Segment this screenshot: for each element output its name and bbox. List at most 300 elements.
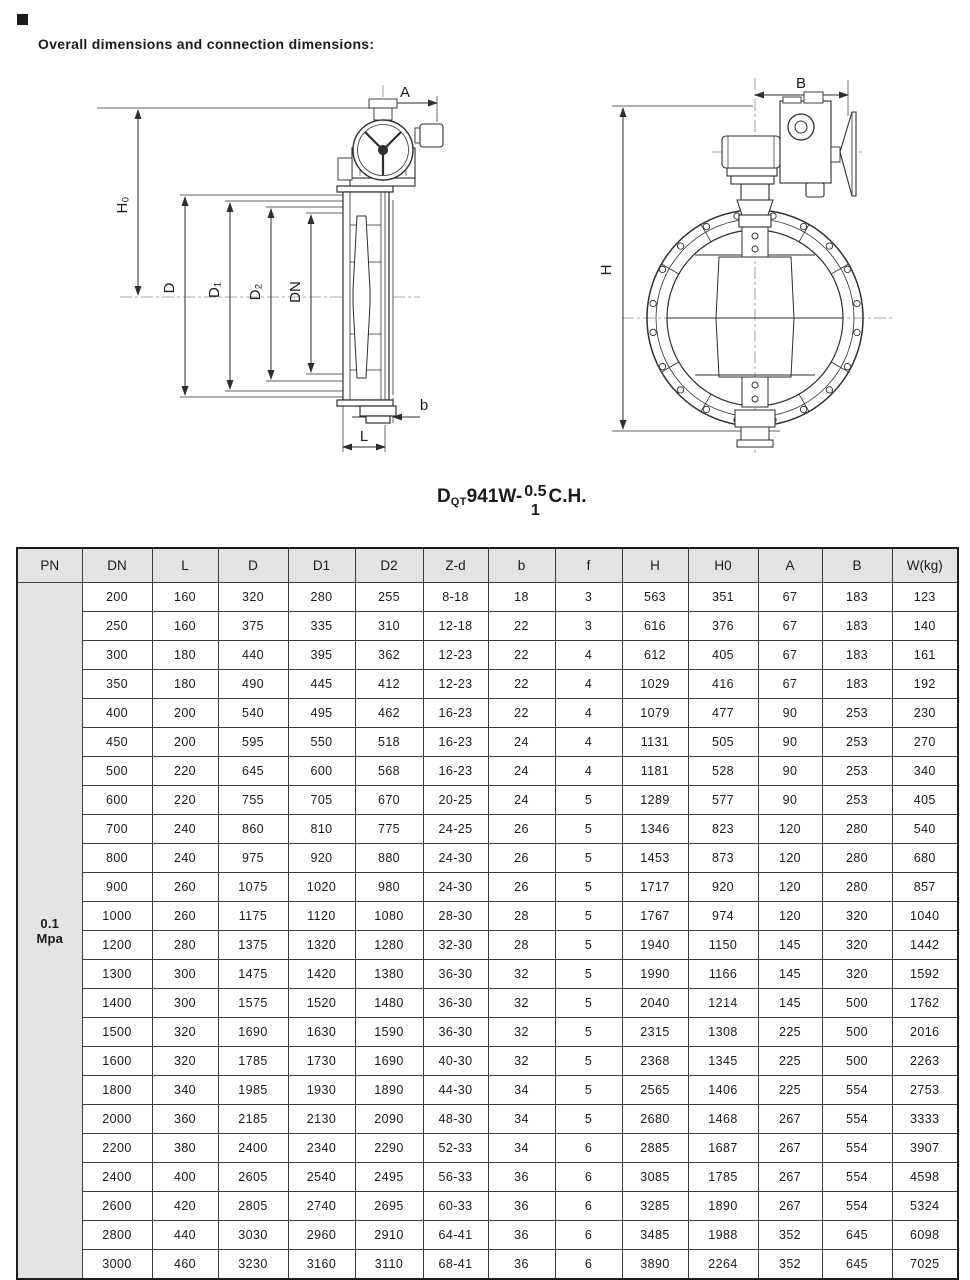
table-cell: 36-30	[423, 989, 488, 1018]
table-row	[17, 1047, 958, 1076]
dim-label-dn: DN	[287, 281, 304, 303]
table-cell: 270	[892, 728, 958, 757]
table-cell: 36	[488, 1192, 555, 1221]
table-cell: 460	[152, 1250, 218, 1280]
dim-label-d1: D₁	[206, 282, 223, 298]
column-header: DN	[82, 548, 152, 583]
table-cell: 2130	[288, 1105, 355, 1134]
table-cell: 1988	[688, 1221, 758, 1250]
table-cell: 1380	[355, 960, 423, 989]
table-cell: 280	[288, 583, 355, 612]
table-cell: 1990	[622, 960, 688, 989]
table-cell: 1131	[622, 728, 688, 757]
table-cell: 160	[152, 583, 218, 612]
table-cell: 1400	[82, 989, 152, 1018]
table-row	[17, 1018, 958, 1047]
table-cell: 1020	[288, 873, 355, 902]
table-row	[17, 612, 958, 641]
table-cell: 1420	[288, 960, 355, 989]
table-cell: 5	[555, 1105, 622, 1134]
table-cell: 28	[488, 902, 555, 931]
table-cell: 2565	[622, 1076, 688, 1105]
table-row	[17, 670, 958, 699]
spec-table-body	[17, 583, 958, 1280]
table-cell: 28	[488, 931, 555, 960]
column-header: W(kg)	[892, 548, 958, 583]
table-cell: 6098	[892, 1221, 958, 1250]
table-cell: 554	[822, 1163, 892, 1192]
dim-label-h: H	[598, 264, 615, 276]
table-cell: 1300	[82, 960, 152, 989]
table-cell: 857	[892, 873, 958, 902]
table-cell: 375	[218, 612, 288, 641]
table-cell: 2495	[355, 1163, 423, 1192]
column-header: B	[822, 548, 892, 583]
table-cell: 48-30	[423, 1105, 488, 1134]
table-cell: 5	[555, 1076, 622, 1105]
table-cell: 1406	[688, 1076, 758, 1105]
table-cell: 5	[555, 902, 622, 931]
header-row	[17, 548, 958, 583]
table-cell: 528	[688, 757, 758, 786]
table-cell: 200	[152, 699, 218, 728]
table-cell: 34	[488, 1105, 555, 1134]
dim-label-a: A	[399, 84, 411, 101]
table-cell: 5	[555, 844, 622, 873]
table-cell: 22	[488, 699, 555, 728]
table-cell: 320	[218, 583, 288, 612]
table-cell: 60-33	[423, 1192, 488, 1221]
table-cell: 300	[152, 960, 218, 989]
table-cell: 36	[488, 1250, 555, 1280]
column-header: f	[555, 548, 622, 583]
table-cell: 26	[488, 873, 555, 902]
table-cell: 24-30	[423, 873, 488, 902]
table-cell: 450	[82, 728, 152, 757]
table-cell: 36	[488, 1163, 555, 1192]
table-cell: 320	[822, 931, 892, 960]
table-cell: 645	[218, 757, 288, 786]
table-cell: 1166	[688, 960, 758, 989]
table-cell: 26	[488, 815, 555, 844]
table-cell: 3	[555, 612, 622, 641]
table-cell: 920	[288, 844, 355, 873]
table-cell: 253	[822, 699, 892, 728]
table-cell: 220	[152, 786, 218, 815]
table-cell: 3160	[288, 1250, 355, 1280]
model-prefix-subscript: QT	[450, 496, 467, 508]
table-row	[17, 989, 958, 1018]
table-cell: 4	[555, 699, 622, 728]
table-cell: 440	[218, 641, 288, 670]
table-cell: 3890	[622, 1250, 688, 1280]
table-row	[17, 1221, 958, 1250]
table-cell: 2600	[82, 1192, 152, 1221]
table-cell: 320	[822, 902, 892, 931]
table-cell: 145	[758, 960, 822, 989]
table-cell: 775	[355, 815, 423, 844]
table-cell: 140	[892, 612, 958, 641]
model-suffix: C.H.	[548, 486, 587, 507]
table-cell: 2263	[892, 1047, 958, 1076]
table-cell: 1890	[688, 1192, 758, 1221]
table-row	[17, 931, 958, 960]
table-cell: 230	[892, 699, 958, 728]
table-cell: 2910	[355, 1221, 423, 1250]
table-cell: 2960	[288, 1221, 355, 1250]
table-cell: 1592	[892, 960, 958, 989]
table-cell: 6	[555, 1250, 622, 1280]
table-cell: 1930	[288, 1076, 355, 1105]
table-cell: 4598	[892, 1163, 958, 1192]
table-cell: 120	[758, 902, 822, 931]
table-cell: 2695	[355, 1192, 423, 1221]
table-cell: 280	[822, 815, 892, 844]
table-cell: 180	[152, 670, 218, 699]
table-cell: 32	[488, 960, 555, 989]
table-cell: 540	[892, 815, 958, 844]
table-cell: 90	[758, 757, 822, 786]
table-cell: 320	[822, 960, 892, 989]
table-cell: 600	[82, 786, 152, 815]
table-cell: 975	[218, 844, 288, 873]
table-cell: 3110	[355, 1250, 423, 1280]
table-cell: 120	[758, 844, 822, 873]
table-cell: 1500	[82, 1018, 152, 1047]
table-cell: 1690	[355, 1047, 423, 1076]
table-cell: 1730	[288, 1047, 355, 1076]
table-cell: 267	[758, 1134, 822, 1163]
table-cell: 1475	[218, 960, 288, 989]
table-cell: 1214	[688, 989, 758, 1018]
table-cell: 5	[555, 873, 622, 902]
table-cell: 255	[355, 583, 423, 612]
table-cell: 1375	[218, 931, 288, 960]
table-cell: 873	[688, 844, 758, 873]
table-row	[17, 1134, 958, 1163]
table-cell: 645	[822, 1250, 892, 1280]
table-cell: 220	[152, 757, 218, 786]
table-cell: 5	[555, 1018, 622, 1047]
table-cell: 2016	[892, 1018, 958, 1047]
table-cell: 3000	[82, 1250, 152, 1280]
table-cell: 1175	[218, 902, 288, 931]
table-cell: 225	[758, 1018, 822, 1047]
table-cell: 376	[688, 612, 758, 641]
table-row	[17, 786, 958, 815]
table-cell: 1079	[622, 699, 688, 728]
table-cell: 2540	[288, 1163, 355, 1192]
table-cell: 1890	[355, 1076, 423, 1105]
table-cell: 12-23	[423, 641, 488, 670]
table-cell: 2040	[622, 989, 688, 1018]
table-cell: 161	[892, 641, 958, 670]
table-cell: 360	[152, 1105, 218, 1134]
column-header: H	[622, 548, 688, 583]
dim-label-b: B	[795, 75, 807, 92]
table-cell: 24-25	[423, 815, 488, 844]
table-cell: 2290	[355, 1134, 423, 1163]
table-cell: 1480	[355, 989, 423, 1018]
dim-label-d: D	[161, 282, 178, 294]
table-cell: 240	[152, 815, 218, 844]
table-cell: 3030	[218, 1221, 288, 1250]
table-cell: 335	[288, 612, 355, 641]
table-cell: 395	[288, 641, 355, 670]
table-cell: 2400	[218, 1134, 288, 1163]
table-cell: 253	[822, 786, 892, 815]
table-cell: 24	[488, 728, 555, 757]
table-row	[17, 757, 958, 786]
table-cell: 700	[82, 815, 152, 844]
table-cell: 16-23	[423, 757, 488, 786]
table-cell: 1345	[688, 1047, 758, 1076]
table-cell: 260	[152, 873, 218, 902]
table-cell: 67	[758, 583, 822, 612]
table-cell: 1785	[218, 1047, 288, 1076]
table-cell: 1346	[622, 815, 688, 844]
dim-label-h0: H₀	[114, 196, 131, 214]
table-cell: 1150	[688, 931, 758, 960]
table-cell: 400	[152, 1163, 218, 1192]
model-fraction-top: 0.5	[524, 483, 547, 500]
table-cell: 267	[758, 1192, 822, 1221]
table-cell: 183	[822, 641, 892, 670]
table-cell: 405	[892, 786, 958, 815]
table-cell: 1442	[892, 931, 958, 960]
table-cell: 2000	[82, 1105, 152, 1134]
table-cell: 4	[555, 670, 622, 699]
table-cell: 2264	[688, 1250, 758, 1280]
column-header: PN	[17, 548, 82, 583]
table-cell: 500	[822, 989, 892, 1018]
table-cell: 550	[288, 728, 355, 757]
table-cell: 2200	[82, 1134, 152, 1163]
table-cell: 67	[758, 670, 822, 699]
table-cell: 22	[488, 670, 555, 699]
table-cell: 1040	[892, 902, 958, 931]
page-title: Overall dimensions and connection dimensions:	[38, 36, 375, 52]
table-cell: 4	[555, 757, 622, 786]
table-cell: 3485	[622, 1221, 688, 1250]
table-cell: 2315	[622, 1018, 688, 1047]
table-cell: 67	[758, 612, 822, 641]
table-cell: 1280	[355, 931, 423, 960]
table-cell: 1320	[288, 931, 355, 960]
table-cell: 90	[758, 728, 822, 757]
table-cell: 183	[822, 583, 892, 612]
table-cell: 705	[288, 786, 355, 815]
table-cell: 380	[152, 1134, 218, 1163]
table-cell: 540	[218, 699, 288, 728]
table-cell: 420	[152, 1192, 218, 1221]
table-cell: 568	[355, 757, 423, 786]
table-cell: 225	[758, 1076, 822, 1105]
pn-group-cell: 0.1 Mpa	[17, 583, 82, 1280]
table-row	[17, 960, 958, 989]
column-header: Z-d	[423, 548, 488, 583]
table-cell: 225	[758, 1047, 822, 1076]
table-row	[17, 1192, 958, 1221]
table-cell: 362	[355, 641, 423, 670]
table-cell: 300	[152, 989, 218, 1018]
table-cell: 56-33	[423, 1163, 488, 1192]
model-fraction	[522, 482, 548, 520]
table-cell: 5	[555, 1047, 622, 1076]
table-cell: 34	[488, 1076, 555, 1105]
table-cell: 1289	[622, 786, 688, 815]
table-cell: 980	[355, 873, 423, 902]
column-header: H0	[688, 548, 758, 583]
table-cell: 1000	[82, 902, 152, 931]
table-cell: 36-30	[423, 960, 488, 989]
table-cell: 180	[152, 641, 218, 670]
table-cell: 1762	[892, 989, 958, 1018]
table-cell: 440	[152, 1221, 218, 1250]
table-cell: 280	[822, 873, 892, 902]
table-cell: 900	[82, 873, 152, 902]
column-header: L	[152, 548, 218, 583]
table-cell: 5	[555, 786, 622, 815]
table-cell: 123	[892, 583, 958, 612]
table-cell: 563	[622, 583, 688, 612]
table-cell: 24	[488, 786, 555, 815]
table-cell: 3230	[218, 1250, 288, 1280]
table-cell: 445	[288, 670, 355, 699]
table-cell: 32	[488, 1047, 555, 1076]
table-cell: 200	[82, 583, 152, 612]
front-view-drawing	[565, 65, 970, 470]
table-cell: 2400	[82, 1163, 152, 1192]
table-cell: 670	[355, 786, 423, 815]
table-row	[17, 641, 958, 670]
model-body: 941W-	[466, 486, 523, 507]
table-cell: 3907	[892, 1134, 958, 1163]
table-cell: 1181	[622, 757, 688, 786]
column-header: b	[488, 548, 555, 583]
table-row	[17, 1163, 958, 1192]
table-cell: 2885	[622, 1134, 688, 1163]
table-cell: 260	[152, 902, 218, 931]
table-row	[17, 1250, 958, 1280]
table-cell: 145	[758, 931, 822, 960]
table-cell: 505	[688, 728, 758, 757]
table-cell: 2340	[288, 1134, 355, 1163]
table-cell: 1590	[355, 1018, 423, 1047]
table-row	[17, 1076, 958, 1105]
table-cell: 5	[555, 989, 622, 1018]
table-cell: 183	[822, 670, 892, 699]
table-cell: 18	[488, 583, 555, 612]
dim-label-d2: D₂	[247, 283, 264, 301]
table-cell: 40-30	[423, 1047, 488, 1076]
table-cell: 36-30	[423, 1018, 488, 1047]
table-cell: 2805	[218, 1192, 288, 1221]
table-cell: 52-33	[423, 1134, 488, 1163]
table-cell: 3	[555, 583, 622, 612]
table-cell: 554	[822, 1134, 892, 1163]
table-cell: 1453	[622, 844, 688, 873]
table-cell: 920	[688, 873, 758, 902]
table-cell: 823	[688, 815, 758, 844]
table-cell: 1717	[622, 873, 688, 902]
table-cell: 2753	[892, 1076, 958, 1105]
table-cell: 12-18	[423, 612, 488, 641]
table-cell: 405	[688, 641, 758, 670]
table-cell: 1767	[622, 902, 688, 931]
table-cell: 2090	[355, 1105, 423, 1134]
table-cell: 5	[555, 960, 622, 989]
table-cell: 2368	[622, 1047, 688, 1076]
table-cell: 974	[688, 902, 758, 931]
column-header: A	[758, 548, 822, 583]
column-header: D	[218, 548, 288, 583]
table-cell: 200	[152, 728, 218, 757]
table-cell: 22	[488, 612, 555, 641]
table-cell: 250	[82, 612, 152, 641]
table-cell: 192	[892, 670, 958, 699]
table-cell: 477	[688, 699, 758, 728]
table-cell: 4	[555, 728, 622, 757]
table-cell: 90	[758, 786, 822, 815]
table-cell: 24-30	[423, 844, 488, 873]
table-cell: 280	[822, 844, 892, 873]
dim-label-b-small: b	[419, 397, 429, 414]
table-cell: 120	[758, 815, 822, 844]
table-cell: 240	[152, 844, 218, 873]
table-row	[17, 583, 958, 612]
table-cell: 577	[688, 786, 758, 815]
table-cell: 1468	[688, 1105, 758, 1134]
table-cell: 612	[622, 641, 688, 670]
table-cell: 1200	[82, 931, 152, 960]
table-cell: 645	[822, 1221, 892, 1250]
table-cell: 20-25	[423, 786, 488, 815]
table-cell: 412	[355, 670, 423, 699]
table-cell: 1075	[218, 873, 288, 902]
table-cell: 36	[488, 1221, 555, 1250]
side-view-actuator	[338, 99, 443, 186]
table-cell: 160	[152, 612, 218, 641]
table-cell: 554	[822, 1076, 892, 1105]
table-cell: 2740	[288, 1192, 355, 1221]
table-cell: 616	[622, 612, 688, 641]
table-cell: 495	[288, 699, 355, 728]
section-bullet	[17, 14, 28, 25]
table-cell: 3285	[622, 1192, 688, 1221]
table-cell: 1800	[82, 1076, 152, 1105]
table-cell: 5324	[892, 1192, 958, 1221]
table-cell: 3333	[892, 1105, 958, 1134]
model-fraction-bottom: 1	[530, 502, 540, 520]
table-cell: 2800	[82, 1221, 152, 1250]
front-view-actuator	[722, 92, 856, 227]
table-cell: 1600	[82, 1047, 152, 1076]
table-row	[17, 902, 958, 931]
table-cell: 24	[488, 757, 555, 786]
table-cell: 67	[758, 641, 822, 670]
table-cell: 595	[218, 728, 288, 757]
table-cell: 500	[822, 1047, 892, 1076]
column-header: D2	[355, 548, 423, 583]
table-row	[17, 728, 958, 757]
table-cell: 90	[758, 699, 822, 728]
table-cell: 340	[152, 1076, 218, 1105]
dim-label-l: L	[359, 428, 369, 445]
table-cell: 120	[758, 873, 822, 902]
table-cell: 64-41	[423, 1221, 488, 1250]
table-cell: 44-30	[423, 1076, 488, 1105]
